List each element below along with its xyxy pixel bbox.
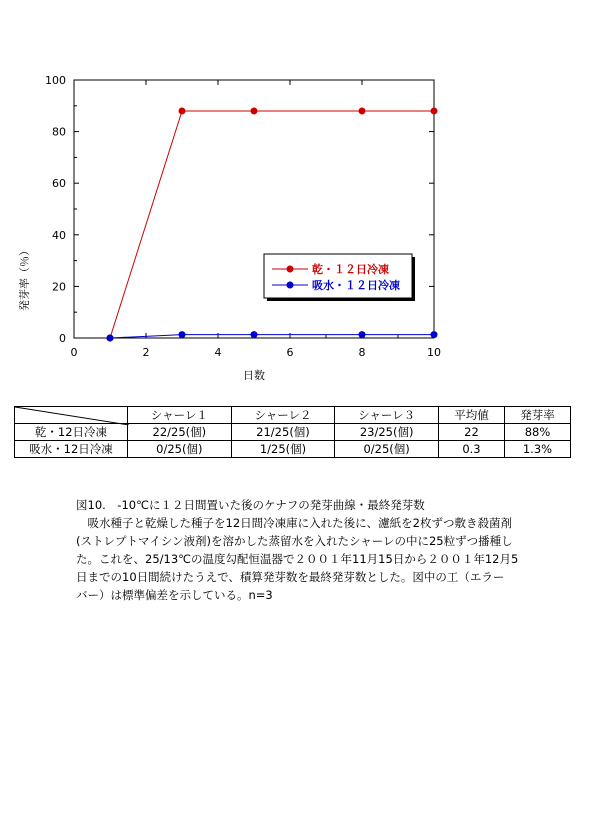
series-point-2 [359,331,366,338]
x-tick-label: 2 [142,346,150,359]
series-point-2 [431,331,438,338]
y-tick-label: 20 [52,280,66,294]
table-cell: 0/25(個) [335,441,439,458]
legend-box-shadow-bottom [267,298,415,301]
caption-line: た。これを、25/13℃の温度勾配恒温器で２００１年11月15日から２００１年12月5 [76,552,519,566]
table-cell: 1.3% [504,441,570,458]
table-header-row [15,407,571,424]
table-header: 発芽率 [504,407,570,424]
series-point-2 [107,335,114,342]
table-header: シャーレ３ [335,407,439,424]
table-cell: 0.3 [438,441,504,458]
caption-line: バー）は標準偏差を示している。n=3 [76,588,273,602]
table-cell: 22/25(個) [128,424,232,441]
diagonal-line [15,407,129,425]
table-header: シャーレ２ [231,407,335,424]
y-tick-label: 100 [45,74,66,87]
legend-box-shadow [412,257,415,301]
legend-label-dry: 乾・１２日冷凍 [312,263,389,276]
y-tick-label: 40 [52,228,66,242]
x-tick-label: 6 [286,346,294,359]
table-cell: 21/25(個) [231,424,335,441]
series-point-2 [251,331,258,338]
germination-chart [0,60,594,390]
table-cell: 22 [438,424,504,441]
y-tick-label: 0 [59,332,66,345]
series-point-1 [359,107,366,114]
x-tick-label: 0 [70,346,78,359]
legend-marker-soaked [287,282,294,289]
germination-table [14,406,571,458]
series-line-2 [110,335,434,338]
x-axis-label: 日数 [243,369,265,382]
legend [264,254,415,301]
legend-label-soaked: 吸水・１２日冷凍 [312,279,400,292]
series-point-2 [179,331,186,338]
table-corner-cell [15,407,128,424]
table-header: 平均値 [438,407,504,424]
caption-title: 図10. -10℃に１２日間置いた後のケナフの発芽曲線・最終発芽数 [76,498,425,512]
x-tick-label: 10 [427,346,441,359]
table-cell: 88% [504,424,570,441]
caption-line: 吸水種子と乾燥した種子を12日間冷凍庫に入れた後に、濾紙を2枚ずつ敷き殺菌剤 [76,516,512,530]
row-label: 乾・12日冷凍 [15,424,128,441]
x-tick-label: 8 [358,346,366,359]
table-row [15,441,571,458]
table-header: シャーレ１ [128,407,232,424]
table-cell: 1/25(個) [231,441,335,458]
series-point-1 [251,107,258,114]
series-point-1 [431,107,438,114]
table-cell: 23/25(個) [335,424,439,441]
x-tick-label: 4 [214,346,222,359]
table-row [15,424,571,441]
row-label: 吸水・12日冷凍 [15,441,128,458]
y-axis-label: 発芽率（％） [18,245,31,311]
legend-marker-dry [287,266,294,273]
series-point-1 [179,107,186,114]
series-line-1 [110,111,434,338]
caption-line: 日までの10日間続けたうえで、積算発芽数を最終発芽数とした。図中の工（エラー [76,570,505,584]
y-tick-label: 80 [52,125,66,139]
y-tick-label: 60 [52,177,66,191]
table-cell: 0/25(個) [128,441,232,458]
caption-line: (ストレプトマイシン液剤)を溶かした蒸留水を入れたシャーレの中に25粒ずつ播種し [76,534,513,548]
figure-caption [76,496,576,604]
